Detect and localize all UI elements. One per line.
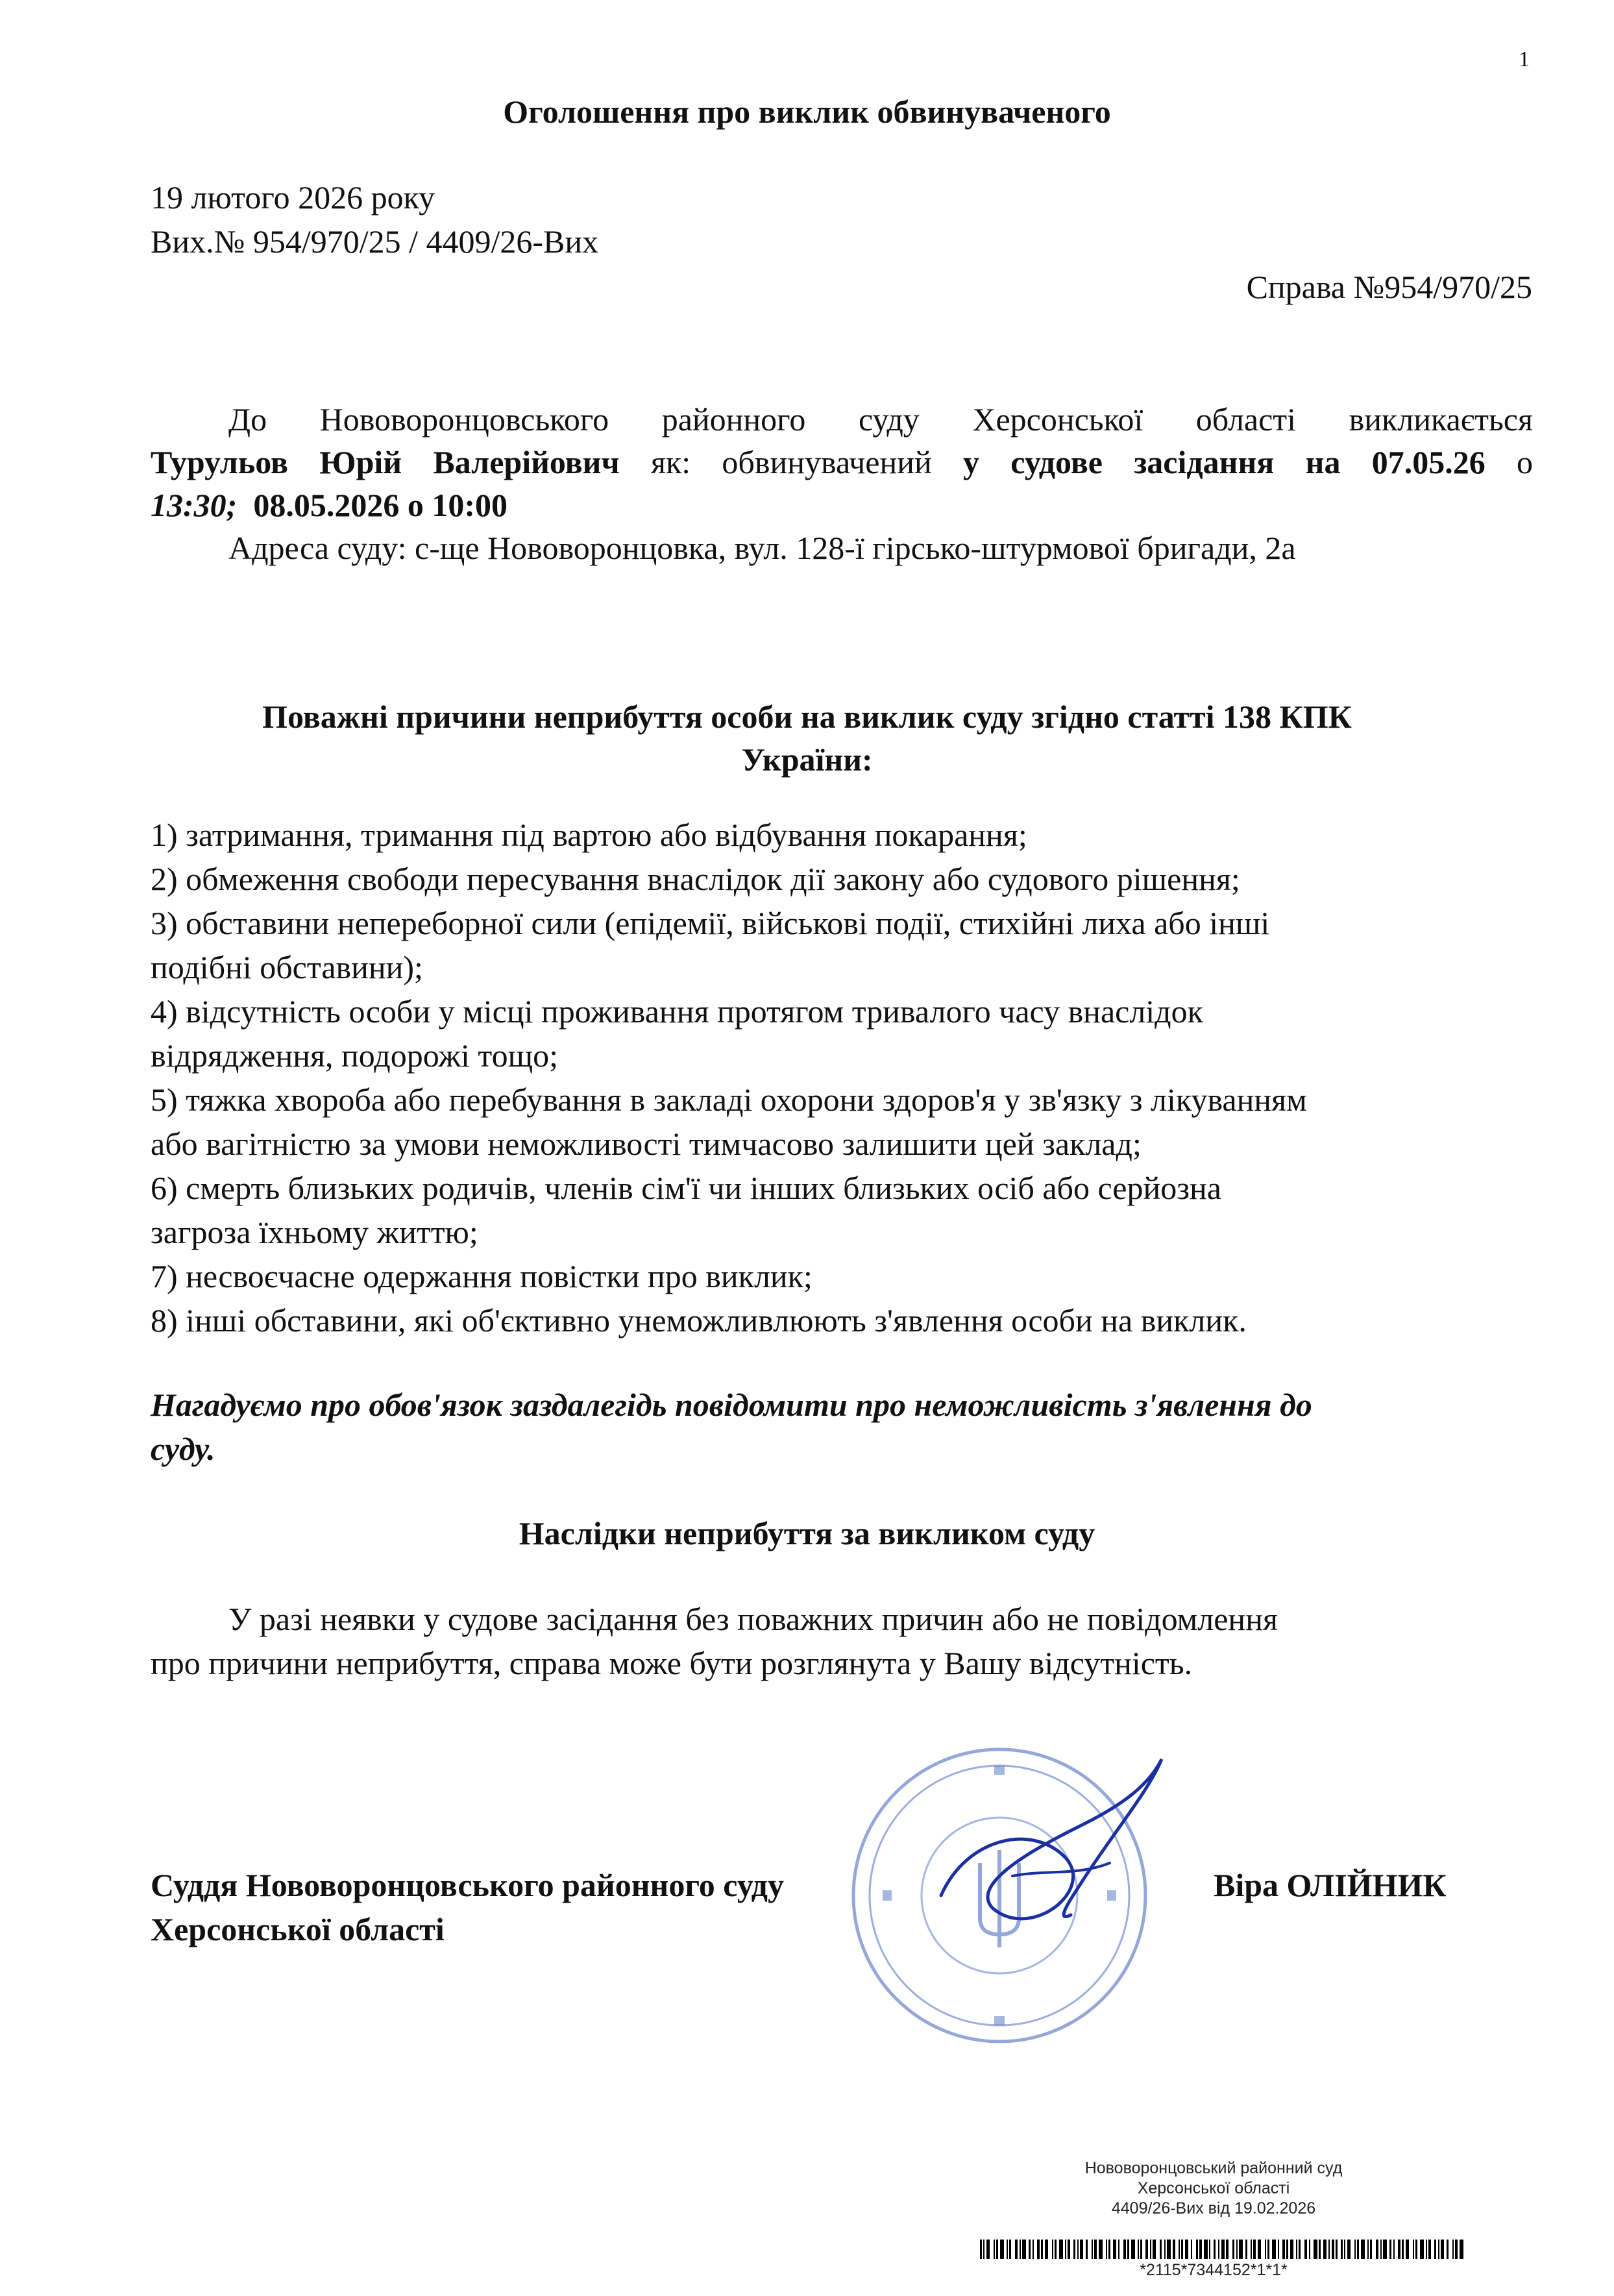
- barcode-bar: [1068, 2240, 1070, 2259]
- barcode-bar: [1204, 2240, 1208, 2259]
- barcode-bar: [1452, 2240, 1454, 2259]
- barcode-bar: [986, 2240, 990, 2259]
- barcode-bar: [1272, 2240, 1276, 2259]
- barcode-bar: [1037, 2240, 1040, 2259]
- barcode-bar: [1393, 2240, 1395, 2259]
- barcode-bar: [1029, 2240, 1031, 2259]
- barcode-bar: [1041, 2240, 1043, 2259]
- barcode-bar: [1218, 2240, 1219, 2259]
- judge-name: Віра ОЛІЙНИК: [1214, 1867, 1447, 1903]
- barcode-bar: [1389, 2240, 1391, 2259]
- reminder-line-1: Нагадуємо про обов'язок заздалегідь повідомити про неможливість з'явлення до: [151, 1387, 1312, 1423]
- barcode-bar: [1258, 2240, 1261, 2259]
- barcode-bar: [1123, 2240, 1126, 2259]
- hearing-date-1: 07.05.26: [1371, 444, 1486, 480]
- barcode-bar: [1232, 2240, 1234, 2259]
- barcode-bar: [1065, 2240, 1066, 2259]
- barcode-bar: [1000, 2240, 1004, 2259]
- barcode-bar: [1370, 2240, 1372, 2259]
- barcode-bar: [1299, 2240, 1301, 2259]
- barcode-bar: [1341, 2240, 1343, 2259]
- judge-title-2: Херсонської області: [151, 1911, 445, 1947]
- summons-line-3: [151, 483, 507, 527]
- barcode-bar: [1239, 2240, 1243, 2259]
- barcode-bar: [1251, 2240, 1252, 2259]
- reason-line: 1) затримання, тримання під вартою або відбування покарання;: [151, 817, 1027, 853]
- reason-line: 6) смерть близьких родичів, членів сім'ї чи інших близьких осіб або серйозна: [151, 1170, 1221, 1206]
- barcode-bar: [1441, 2240, 1444, 2259]
- barcode-bar: [1131, 2240, 1135, 2259]
- barcode-bar: [1059, 2240, 1063, 2259]
- barcode-bar: [1077, 2240, 1079, 2259]
- reason-line: загроза їхньому життю;: [151, 1214, 478, 1250]
- barcode-bar: [1245, 2240, 1247, 2259]
- barcode-bar: [1209, 2240, 1210, 2259]
- barcode-bar: [1455, 2240, 1458, 2259]
- barcode-bar: [1278, 2240, 1279, 2259]
- barcode-bar: [1191, 2240, 1192, 2259]
- barcode-bar: [1181, 2240, 1183, 2259]
- barcode-bar: [1173, 2240, 1175, 2259]
- reason-line: 8) інші обставини, які об'єктивно унеможливлюють з'явлення особи на виклик.: [151, 1302, 1247, 1339]
- barcode-bar: [1438, 2240, 1439, 2259]
- reminder-line-2: суду.: [151, 1431, 215, 1467]
- barcode-bar: [1007, 2240, 1008, 2259]
- barcode-bar: [1113, 2240, 1116, 2259]
- barcode-bar: [1357, 2240, 1359, 2259]
- barcode-bar: [1092, 2240, 1093, 2259]
- barcode-bar: [1167, 2240, 1171, 2259]
- consequences-line-1: У разі неявки у судове засідання без поважних причин або не повідомлення: [228, 1601, 1278, 1637]
- barcode-bar: [1460, 2240, 1463, 2259]
- barcode-bar: [1420, 2240, 1424, 2259]
- on-word: на: [1305, 444, 1341, 480]
- barcode-bar: [1347, 2240, 1351, 2259]
- barcode-bar: [1099, 2240, 1103, 2259]
- barcode: [980, 2240, 1463, 2259]
- barcode-bar: [1140, 2240, 1142, 2259]
- barcode-bar: [1052, 2240, 1053, 2259]
- barcode-bar: [1253, 2240, 1256, 2259]
- barcode-bar: [1361, 2240, 1365, 2259]
- summons-line-2: [151, 440, 1533, 484]
- footer-barcode-code: *2115*7344152*1*1*: [1140, 2261, 1288, 2279]
- date-line: 19 лютого 2026 року: [151, 179, 435, 216]
- reason-line: 4) відсутність особи у місці проживання протягом тривалого часу внаслідок: [151, 993, 1203, 1030]
- barcode-bar: [1199, 2240, 1202, 2259]
- reason-line: подібні обставини);: [151, 949, 423, 985]
- reasons-heading-2: України:: [741, 741, 873, 778]
- barcode-bar: [1086, 2240, 1088, 2259]
- accused-role: як: обвинувачений: [650, 444, 932, 480]
- hearing-date-2: 08.05.2026 о 10:00: [253, 487, 507, 523]
- accused-name: Турульов Юрій Валерійович: [151, 444, 620, 480]
- barcode-bar: [1398, 2240, 1400, 2259]
- barcode-bar: [1328, 2240, 1330, 2259]
- barcode-bar: [1367, 2240, 1369, 2259]
- barcode-bar: [1286, 2240, 1288, 2259]
- case-number: Справа №954/970/25: [1246, 269, 1532, 305]
- barcode-bar: [1344, 2240, 1345, 2259]
- barcode-bar: [1009, 2240, 1011, 2259]
- barcode-bar: [1267, 2240, 1269, 2259]
- barcode-bar: [1413, 2240, 1414, 2259]
- barcode-bar: [1055, 2240, 1057, 2259]
- reason-line: відрядження, подорожі тощо;: [151, 1037, 559, 1074]
- barcode-bar: [1406, 2240, 1409, 2259]
- barcode-bar: [980, 2240, 982, 2259]
- barcode-bar: [1265, 2240, 1266, 2259]
- barcode-bar: [1282, 2240, 1285, 2259]
- barcode-bar: [1336, 2240, 1338, 2259]
- footer-reg-number: 4409/26-Вих від 19.02.2026: [1111, 2199, 1316, 2217]
- barcode-bar: [1383, 2240, 1387, 2259]
- barcode-bar: [1118, 2240, 1119, 2259]
- reason-line: 2) обмеження свободи пересування внаслідок дії закону або судового рішення;: [151, 861, 1240, 897]
- barcode-bar: [1127, 2240, 1129, 2259]
- barcode-bar: [1426, 2240, 1427, 2259]
- barcode-bar: [1160, 2240, 1162, 2259]
- summons-line-1: [151, 397, 1533, 441]
- barcode-bar: [1145, 2240, 1148, 2259]
- outgoing-number: Вих.№ 954/970/25 / 4409/26-Вих: [151, 223, 599, 260]
- barcode-bar: [1428, 2240, 1431, 2259]
- footer-region: Херсонської області: [1137, 2179, 1290, 2197]
- page-number: 1: [1519, 47, 1530, 71]
- barcode-bar: [1164, 2240, 1166, 2259]
- barcode-bar: [1323, 2240, 1327, 2259]
- barcode-bar: [1015, 2240, 1018, 2259]
- barcode-bar: [1150, 2240, 1151, 2259]
- barcode-bar: [1094, 2240, 1097, 2259]
- to-hearing: у судове засідання: [963, 444, 1275, 480]
- barcode-bar: [1236, 2240, 1238, 2259]
- barcode-bar: [1045, 2240, 1048, 2259]
- barcode-bar: [1153, 2240, 1156, 2259]
- reasons-heading-1: Поважні причини неприбуття особи на виклик суду згідно статті 138 КПК: [262, 698, 1352, 735]
- barcode-bar: [1296, 2240, 1297, 2259]
- barcode-bar: [1415, 2240, 1417, 2259]
- document-title: Оголошення про виклик обвинуваченого: [503, 93, 1111, 130]
- barcode-bar: [994, 2240, 995, 2259]
- barcode-bar: [1314, 2240, 1317, 2259]
- barcode-bar: [1221, 2240, 1225, 2259]
- barcode-bar: [1434, 2240, 1436, 2259]
- judge-title-1: Суддя Нововоронцовського районного суду: [151, 1867, 784, 1903]
- barcode-bar: [1332, 2240, 1334, 2259]
- hearing-time-1: 13:30;: [151, 487, 238, 523]
- barcode-bar: [1073, 2240, 1075, 2259]
- barcode-bar: [1290, 2240, 1293, 2259]
- at-word: о: [1517, 444, 1534, 480]
- barcode-bar: [1214, 2240, 1216, 2259]
- barcode-bar: [996, 2240, 998, 2259]
- barcode-bar: [1196, 2240, 1198, 2259]
- barcode-bar: [1402, 2240, 1404, 2259]
- barcode-bar: [1020, 2240, 1021, 2259]
- barcode-bar: [1033, 2240, 1034, 2259]
- consequences-heading: Наслідки неприбуття за викликом суду: [519, 1515, 1095, 1551]
- barcode-bar: [1022, 2240, 1026, 2259]
- barcode-bar: [1226, 2240, 1229, 2259]
- reason-line: 7) несвоєчасне одержання повістки про виклик;: [151, 1258, 813, 1294]
- barcode-bar: [1309, 2240, 1310, 2259]
- reason-line: 5) тяжка хвороба або перебування в закладі охорони здоров'я у зв'язку з лікуванням: [151, 1081, 1307, 1118]
- reason-line: 3) обставини непереборної сили (епідемії, військові події, стихійні лиха або інші: [151, 905, 1270, 941]
- barcode-bar: [1447, 2240, 1449, 2259]
- footer-court: Нововоронцовський районний суд: [1084, 2159, 1343, 2177]
- judge-signature: [915, 1746, 1188, 1967]
- barcode-bar: [1108, 2240, 1110, 2259]
- summons-intro: До Нововоронцовського районного суду Херсонської області викликається: [228, 401, 1533, 438]
- barcode-bar: [1106, 2240, 1107, 2259]
- barcode-bar: [1138, 2240, 1139, 2259]
- consequences-line-2: про причини неприбуття, справа може бути розглянута у Вашу відсутність.: [151, 1645, 1193, 1681]
- court-address: Адреса суду: с-ще Нововоронцовка, вул. 128-ї гірсько-штурмової бригади, 2а: [228, 530, 1296, 566]
- barcode-bar: [983, 2240, 984, 2259]
- barcode-bar: [1319, 2240, 1321, 2259]
- barcode-bar: [1179, 2240, 1180, 2259]
- barcode-bar: [1080, 2240, 1083, 2259]
- barcode-bar: [1354, 2240, 1356, 2259]
- barcode-bar: [1185, 2240, 1188, 2259]
- barcode-bar: [1376, 2240, 1378, 2259]
- barcode-bar: [1380, 2240, 1382, 2259]
- barcode-bar: [1304, 2240, 1307, 2259]
- reason-line: або вагітністю за умови неможливості тимчасово залишити цей заклад;: [151, 1126, 1142, 1162]
